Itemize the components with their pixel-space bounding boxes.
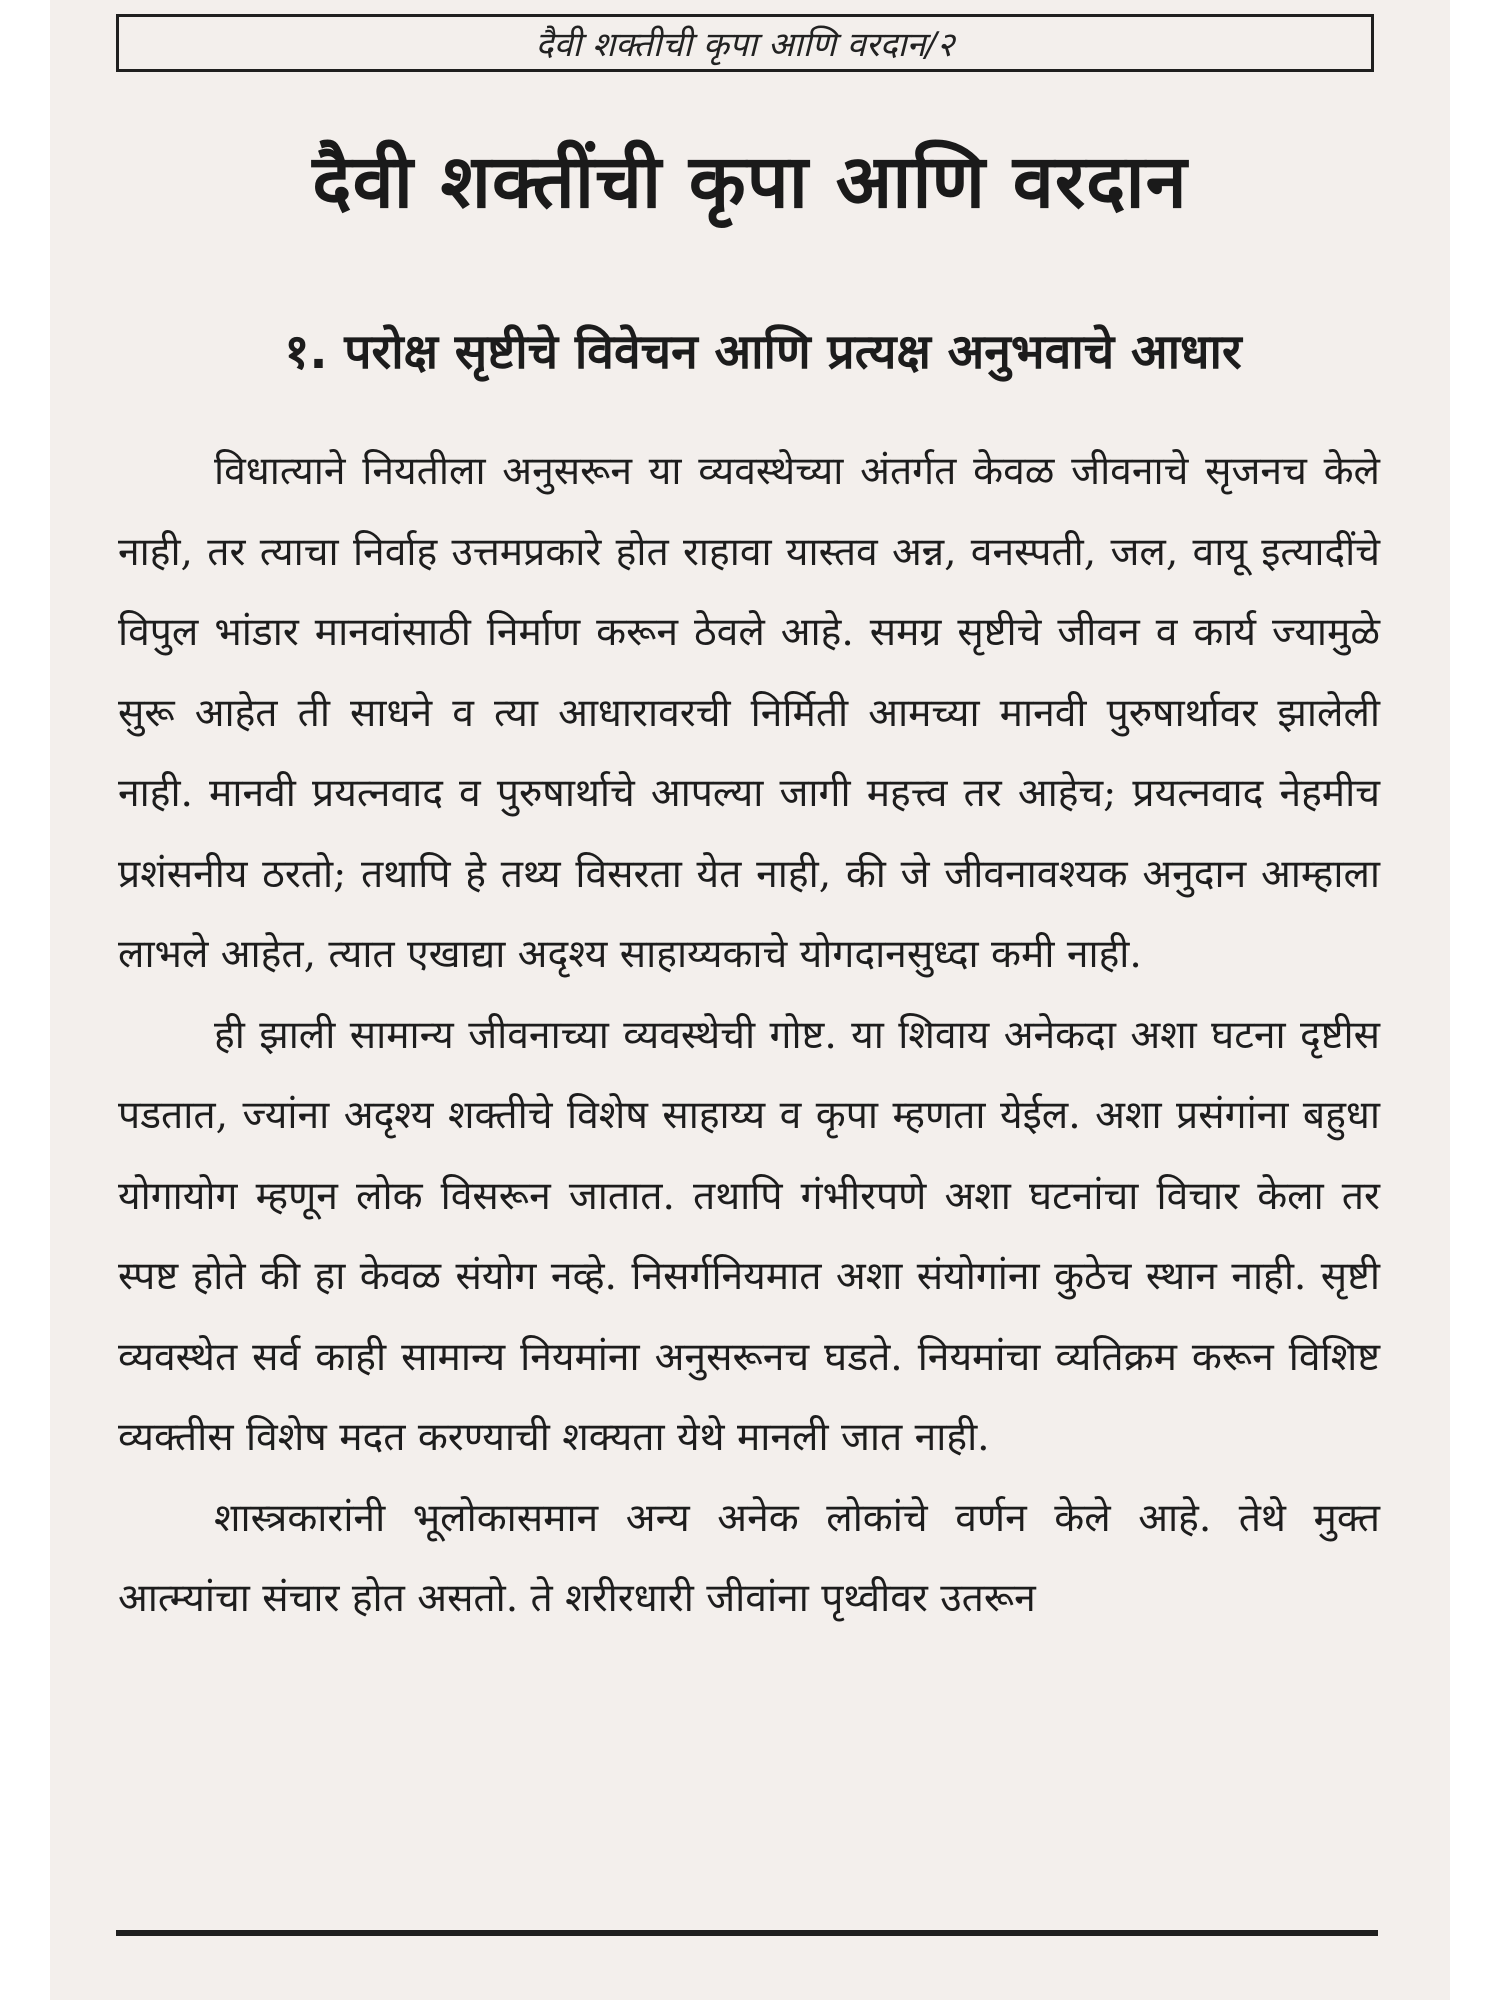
book-page	[50, 0, 1450, 2000]
running-header-text: दैवी शक्तीची कृपा आणि वरदान/२	[535, 25, 955, 65]
paragraph-2: ही झाली सामान्य जीवनाच्या व्यवस्थेची गोष्ट. या शिवाय अनेकदा अशा घटना दृष्टीस पडतात, ज्यांना अदृश्य शक्तीचे विशेष साहाय्य व कृपा म्हणता येईल. अशा प्रसंगांना बहुधा योगायोग म्हणून लोक विसरून जातात. तथापि गंभीरपणे अशा घटनांचा विचार केला तर स्पष्ट होते की हा केवळ संयोग नव्हे. निसर्गनियमात अशा संयोगांना कुठेच स्थान नाही. सृष्टी व्यवस्थेत सर्व काही सामान्य नियमांना अनुसरूनच घडते. नियमांचा व्यतिक्रम करून विशिष्ट व्यक्तीस विशेष मदत करण्याची शक्यता येथे मानली जात नाही.	[118, 1012, 1380, 1460]
section-heading: १. परोक्ष सृष्टीचे विवेचन आणि प्रत्यक्ष अनुभवाचे आधार	[284, 324, 1242, 380]
chapter-title: दैवी शक्तींची कृपा आणि वरदान	[312, 139, 1188, 225]
bottom-rule	[116, 1930, 1378, 1936]
running-header	[116, 14, 1374, 72]
paragraph-1: विधात्याने नियतीला अनुसरून या व्यवस्थेच्या अंतर्गत केवळ जीवनाचे सृजनच केले नाही, तर त्याचा निर्वाह उत्तमप्रकारे होत राहावा यास्तव अन्न, वनस्पती, जल, वायू इत्यादींचे विपुल भांडार मानवांसाठी निर्माण करून ठेवले आहे. समग्र सृष्टीचे जीवन व कार्य ज्यामुळे सुरू आहेत ती साधने व त्या आधारावरची निर्मिती आमच्या मानवी पुरुषार्थावर झालेली नाही. मानवी प्रयत्नवाद व पुरुषार्थाचे आपल्या जागी महत्त्व तर आहेच; प्रयत्नवाद नेहमीच प्रशंसनीय ठरतो; तथापि हे तथ्य विसरता येत नाही, की जे जीवनावश्यक अनुदान आम्हाला लाभले आहेत, त्यात एखाद्या अदृश्य साहाय्यकाचे योगदानसुध्दा कमी नाही.	[118, 449, 1380, 977]
body-text	[118, 432, 1380, 1640]
paragraph-3: शास्त्रकारांनी भूलोकासमान अन्य अनेक लोकांचे वर्णन केले आहे. तेथे मुक्त आत्म्यांचा संचार होत असतो. ते शरीरधारी जीवांना पृथ्वीवर उतरून	[118, 1495, 1380, 1621]
